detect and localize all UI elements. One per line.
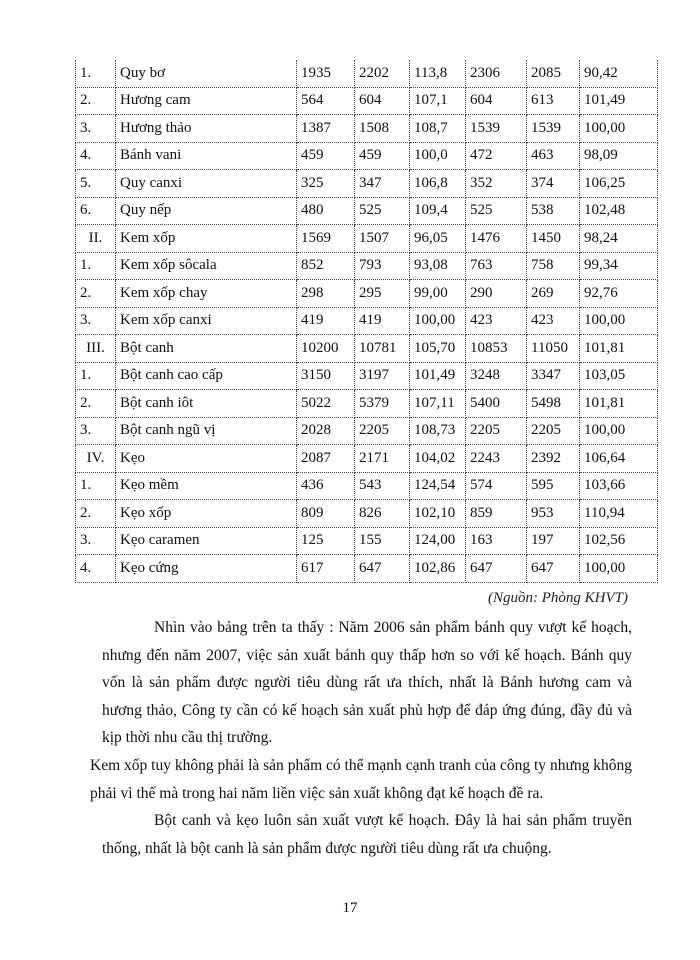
cell-c3: 101,49 [410, 362, 466, 390]
cell-c4: 472 [466, 142, 527, 170]
cell-c2: 826 [355, 500, 410, 528]
cell-c1: 480 [297, 197, 355, 225]
table-row [76, 115, 658, 143]
cell-c3: 107,1 [410, 87, 466, 115]
table-row [76, 362, 658, 390]
cell-name: Quy bơ [116, 60, 297, 87]
cell-c2: 2205 [355, 417, 410, 445]
cell-name: Kẹo cứng [116, 555, 297, 583]
cell-c1: 5022 [297, 390, 355, 418]
cell-c2: 295 [355, 280, 410, 308]
cell-c2: 793 [355, 252, 410, 280]
cell-c2: 2171 [355, 445, 410, 473]
cell-c4: 604 [466, 87, 527, 115]
cell-c5: 3347 [527, 362, 580, 390]
cell-c5: 613 [527, 87, 580, 115]
cell-c2: 647 [355, 555, 410, 583]
cell-c4: 1476 [466, 225, 527, 253]
cell-c1: 1935 [297, 60, 355, 87]
cell-c2: 155 [355, 527, 410, 555]
cell-c6: 100,00 [580, 115, 658, 143]
cell-c2: 543 [355, 472, 410, 500]
table-row [76, 335, 658, 363]
table-row [76, 60, 658, 87]
cell-c6: 101,49 [580, 87, 658, 115]
cell-c2: 2202 [355, 60, 410, 87]
cell-c3: 93,08 [410, 252, 466, 280]
cell-c4: 2205 [466, 417, 527, 445]
cell-stt: 6. [76, 197, 116, 225]
cell-c4: 2243 [466, 445, 527, 473]
table-row [76, 87, 658, 115]
cell-stt: 2. [76, 280, 116, 308]
cell-c5: 2205 [527, 417, 580, 445]
cell-c6: 110,94 [580, 500, 658, 528]
cell-c1: 1569 [297, 225, 355, 253]
cell-c3: 100,00 [410, 307, 466, 335]
cell-stt: 1. [76, 362, 116, 390]
cell-c1: 125 [297, 527, 355, 555]
cell-c4: 163 [466, 527, 527, 555]
cell-name: Bánh vani [116, 142, 297, 170]
cell-c4: 647 [466, 555, 527, 583]
cell-stt: 3. [76, 307, 116, 335]
cell-c3: 108,7 [410, 115, 466, 143]
paragraph-wafer: Kem xốp tuy không phải là sản phẩm có thể mạnh cạnh tranh của công ty nhưng không phải vì thế mà trong hai năm liền việc sản xuất không đạt kế hoạch đề ra. [90, 757, 632, 802]
table-row [76, 500, 658, 528]
cell-c5: 197 [527, 527, 580, 555]
cell-c6: 103,05 [580, 362, 658, 390]
cell-c4: 2306 [466, 60, 527, 87]
table-row [76, 142, 658, 170]
cell-c6: 102,48 [580, 197, 658, 225]
cell-c4: 525 [466, 197, 527, 225]
cell-name: Hương thảo [116, 115, 297, 143]
cell-c5: 647 [527, 555, 580, 583]
cell-stt: IV. [76, 445, 116, 473]
cell-c3: 113,8 [410, 60, 466, 87]
cell-name: Kẹo caramen [116, 527, 297, 555]
cell-name: Bột canh iôt [116, 390, 297, 418]
cell-c1: 325 [297, 170, 355, 198]
cell-stt: 5. [76, 170, 116, 198]
cell-c5: 595 [527, 472, 580, 500]
cell-c6: 101,81 [580, 390, 658, 418]
cell-name: Hương cam [116, 87, 297, 115]
cell-stt: 3. [76, 115, 116, 143]
cell-stt: 4. [76, 142, 116, 170]
cell-stt: 2. [76, 87, 116, 115]
cell-name: Kem xốp chay [116, 280, 297, 308]
cell-c1: 617 [297, 555, 355, 583]
cell-c1: 298 [297, 280, 355, 308]
cell-c6: 99,34 [580, 252, 658, 280]
cell-name: Kem xốp [116, 225, 297, 253]
cell-c6: 90,42 [580, 60, 658, 87]
cell-name: Kem xốp canxi [116, 307, 297, 335]
table-row [76, 527, 658, 555]
production-table [75, 60, 658, 583]
cell-c6: 106,25 [580, 170, 658, 198]
cell-c3: 124,54 [410, 472, 466, 500]
cell-stt: II. [76, 225, 116, 253]
cell-c6: 98,24 [580, 225, 658, 253]
cell-stt: 4. [76, 555, 116, 583]
cell-c2: 459 [355, 142, 410, 170]
cell-c1: 2087 [297, 445, 355, 473]
cell-c6: 106,64 [580, 445, 658, 473]
table-row [76, 472, 658, 500]
cell-name: Bột canh [116, 335, 297, 363]
table-row [76, 307, 658, 335]
table-row [76, 225, 658, 253]
cell-c5: 953 [527, 500, 580, 528]
cell-stt: 2. [76, 390, 116, 418]
cell-c6: 103,66 [580, 472, 658, 500]
cell-c6: 92,76 [580, 280, 658, 308]
cell-c1: 459 [297, 142, 355, 170]
paragraph-seasoning-candy: Bột canh và kẹo luôn sản xuất vượt kế hoạch. Đây là hai sản phẩm truyền thống, nhất là bột canh là sản phẩm được người tiêu dùng rất ưa chuộng. [102, 812, 632, 857]
cell-c5: 11050 [527, 335, 580, 363]
cell-c1: 852 [297, 252, 355, 280]
table-row [76, 390, 658, 418]
table-row [76, 197, 658, 225]
cell-c3: 102,86 [410, 555, 466, 583]
cell-c3: 109,4 [410, 197, 466, 225]
cell-c6: 98,09 [580, 142, 658, 170]
table-row [76, 417, 658, 445]
cell-c5: 423 [527, 307, 580, 335]
cell-c3: 100,0 [410, 142, 466, 170]
cell-stt: III. [76, 335, 116, 363]
cell-c3: 102,10 [410, 500, 466, 528]
cell-stt: 1. [76, 252, 116, 280]
cell-c3: 108,73 [410, 417, 466, 445]
cell-c5: 538 [527, 197, 580, 225]
cell-c4: 1539 [466, 115, 527, 143]
cell-c6: 100,00 [580, 417, 658, 445]
cell-c3: 96,05 [410, 225, 466, 253]
cell-c2: 10781 [355, 335, 410, 363]
cell-c6: 100,00 [580, 555, 658, 583]
cell-c6: 100,00 [580, 307, 658, 335]
cell-stt: 1. [76, 60, 116, 87]
cell-c1: 10200 [297, 335, 355, 363]
table-body [76, 60, 658, 582]
cell-c4: 290 [466, 280, 527, 308]
cell-name: Bột canh cao cấp [116, 362, 297, 390]
cell-c4: 10853 [466, 335, 527, 363]
cell-c4: 5400 [466, 390, 527, 418]
cell-c1: 1387 [297, 115, 355, 143]
cell-stt: 2. [76, 500, 116, 528]
cell-c5: 2085 [527, 60, 580, 87]
cell-c1: 564 [297, 87, 355, 115]
cell-c1: 436 [297, 472, 355, 500]
cell-c3: 107,11 [410, 390, 466, 418]
table-row [76, 170, 658, 198]
cell-c3: 106,8 [410, 170, 466, 198]
cell-c4: 3248 [466, 362, 527, 390]
cell-c2: 1508 [355, 115, 410, 143]
paragraph-biscuits: Nhìn vào bảng trên ta thấy : Năm 2006 sản phẩm bánh quy vượt kế hoạch, nhưng đến năm 2007, việc sản xuất bánh quy thấp hơn so với kế hoạch. Bánh quy vốn là sản phẩm được người tiêu dùng rất ưa thích, nhất là Bánh hương cam và hương thảo, Công ty cần có kế hoạch sản xuất phù hợp để đáp ứng đúng, đầy đủ và kịp thời nhu cầu thị trường. [102, 619, 632, 746]
cell-c2: 347 [355, 170, 410, 198]
cell-c5: 758 [527, 252, 580, 280]
cell-c2: 3197 [355, 362, 410, 390]
cell-name: Quy nếp [116, 197, 297, 225]
cell-c5: 1539 [527, 115, 580, 143]
cell-c4: 574 [466, 472, 527, 500]
cell-c4: 352 [466, 170, 527, 198]
cell-c2: 604 [355, 87, 410, 115]
cell-c4: 423 [466, 307, 527, 335]
cell-name: Bột canh ngũ vị [116, 417, 297, 445]
cell-c6: 102,56 [580, 527, 658, 555]
table-source: (Nguồn: Phòng KHVT) [488, 590, 628, 606]
cell-c1: 809 [297, 500, 355, 528]
cell-c3: 124,00 [410, 527, 466, 555]
cell-c6: 101,81 [580, 335, 658, 363]
cell-c5: 374 [527, 170, 580, 198]
cell-stt: 3. [76, 417, 116, 445]
cell-c5: 269 [527, 280, 580, 308]
cell-name: Kẹo mềm [116, 472, 297, 500]
cell-c1: 2028 [297, 417, 355, 445]
cell-name: Quy canxi [116, 170, 297, 198]
cell-c3: 105,70 [410, 335, 466, 363]
cell-c3: 104,02 [410, 445, 466, 473]
cell-c1: 3150 [297, 362, 355, 390]
page-number: 17 [342, 900, 358, 916]
cell-stt: 3. [76, 527, 116, 555]
cell-c5: 5498 [527, 390, 580, 418]
cell-c5: 1450 [527, 225, 580, 253]
cell-c3: 99,00 [410, 280, 466, 308]
cell-c2: 5379 [355, 390, 410, 418]
table-row [76, 555, 658, 583]
cell-c2: 525 [355, 197, 410, 225]
cell-c5: 2392 [527, 445, 580, 473]
table-row [76, 252, 658, 280]
cell-c2: 419 [355, 307, 410, 335]
cell-c5: 463 [527, 142, 580, 170]
cell-c2: 1507 [355, 225, 410, 253]
cell-c1: 419 [297, 307, 355, 335]
table-row [76, 445, 658, 473]
cell-c4: 859 [466, 500, 527, 528]
cell-stt: 1. [76, 472, 116, 500]
cell-c4: 763 [466, 252, 527, 280]
cell-name: Kem xốp sôcala [116, 252, 297, 280]
cell-name: Kẹo xốp [116, 500, 297, 528]
table-row [76, 280, 658, 308]
cell-name: Kẹo [116, 445, 297, 473]
